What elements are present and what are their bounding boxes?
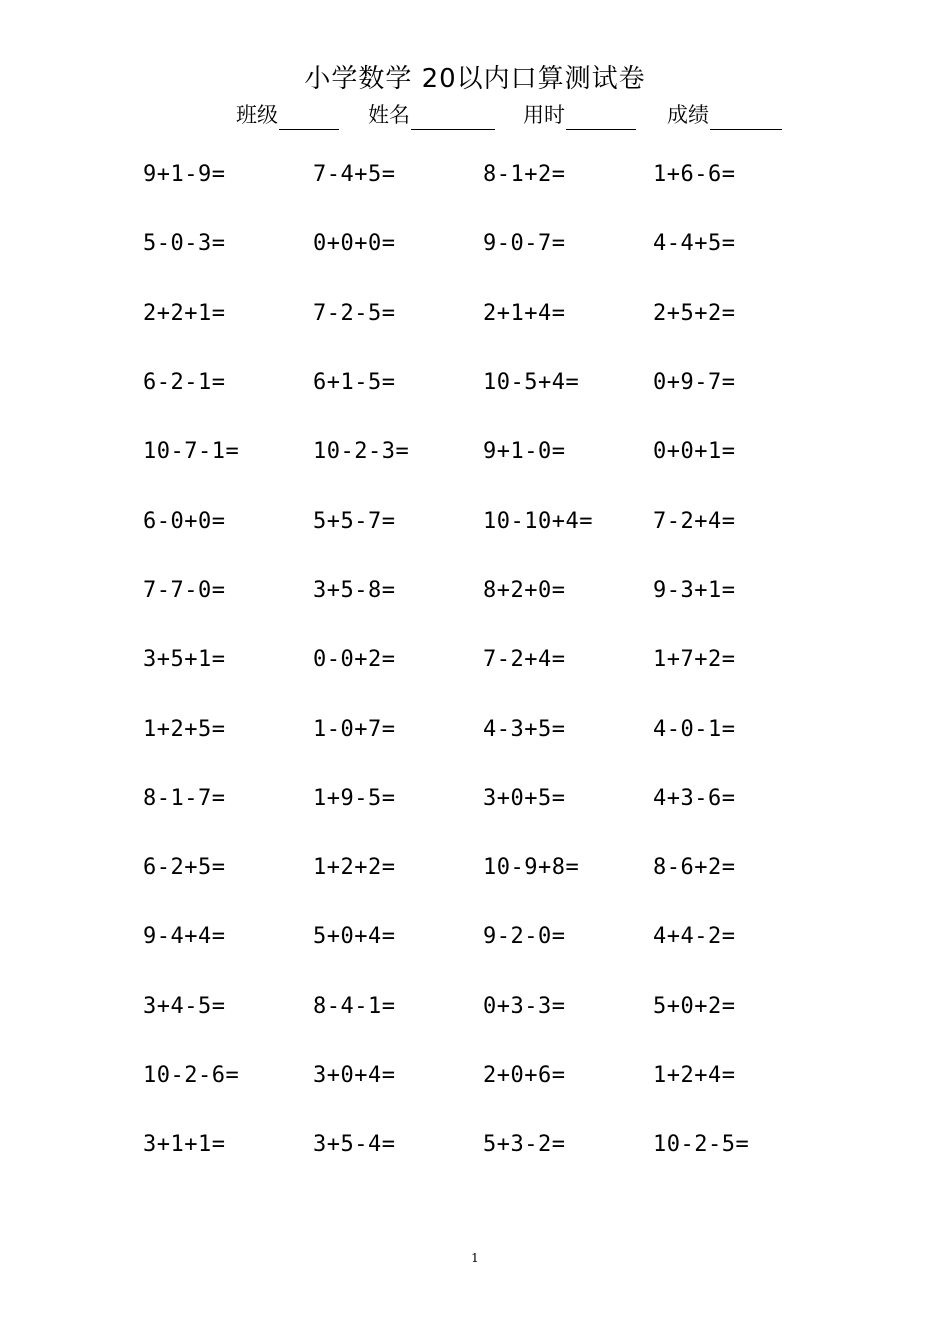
name-label: 姓名 bbox=[368, 103, 410, 127]
math-problem: 8+2+0= bbox=[483, 577, 566, 603]
math-problem: 1+2+2= bbox=[313, 855, 396, 881]
math-problem: 6-2+5= bbox=[143, 855, 226, 881]
math-problem: 1+2+5= bbox=[143, 716, 226, 742]
math-problem: 1+7+2= bbox=[653, 647, 736, 673]
class-blank[interactable] bbox=[279, 103, 339, 130]
score-label: 成绩 bbox=[667, 103, 709, 127]
math-problem: 0+0+0= bbox=[313, 231, 396, 257]
class-label: 班级 bbox=[236, 103, 278, 127]
time-label: 用时 bbox=[523, 103, 565, 127]
math-problem: 5+5-7= bbox=[313, 508, 396, 534]
math-problem: 9+1-0= bbox=[483, 439, 566, 465]
math-problem: 1+2+4= bbox=[653, 1063, 736, 1088]
math-problem: 10-2-3= bbox=[313, 439, 410, 465]
math-problem: 0-0+2= bbox=[313, 647, 396, 673]
class-field[interactable] bbox=[236, 100, 339, 130]
math-problem: 3+0+4= bbox=[313, 1063, 396, 1088]
math-problem: 0+9-7= bbox=[653, 370, 736, 396]
math-problem: 7-7-0= bbox=[143, 577, 226, 603]
math-problem: 5-0-3= bbox=[143, 231, 226, 257]
math-problem: 7-2-5= bbox=[313, 300, 396, 326]
math-problem: 4-0-1= bbox=[653, 716, 736, 742]
problem-grid bbox=[143, 140, 843, 1179]
problem-row bbox=[143, 764, 843, 833]
math-problem: 5+0+2= bbox=[653, 993, 736, 1019]
math-problem: 9+1-9= bbox=[143, 162, 226, 188]
math-problem: 9-0-7= bbox=[483, 231, 566, 257]
math-problem: 6+1-5= bbox=[313, 370, 396, 396]
math-problem: 8-1-7= bbox=[143, 785, 226, 811]
problem-row bbox=[143, 1110, 843, 1179]
math-problem: 2+5+2= bbox=[653, 300, 736, 326]
score-field[interactable] bbox=[667, 100, 782, 130]
math-problem: 3+0+5= bbox=[483, 785, 566, 811]
problem-row bbox=[143, 902, 843, 971]
math-problem: 8-6+2= bbox=[653, 855, 736, 881]
math-problem: 10-5+4= bbox=[483, 370, 580, 396]
math-problem: 3+5-4= bbox=[313, 1132, 396, 1158]
student-info-row bbox=[0, 100, 950, 134]
math-problem: 2+1+4= bbox=[483, 300, 566, 326]
score-blank[interactable] bbox=[710, 103, 782, 130]
name-blank[interactable] bbox=[411, 103, 495, 130]
math-problem: 8-4-1= bbox=[313, 993, 396, 1019]
problem-row bbox=[143, 209, 843, 278]
math-problem: 10-2-6= bbox=[143, 1063, 240, 1088]
problem-row bbox=[143, 279, 843, 348]
math-problem: 8-1+2= bbox=[483, 162, 566, 188]
problem-row bbox=[143, 972, 843, 1041]
problem-row bbox=[143, 833, 843, 902]
math-problem: 3+5-8= bbox=[313, 577, 396, 603]
math-problem: 3+5+1= bbox=[143, 647, 226, 673]
math-problem: 4-4+5= bbox=[653, 231, 736, 257]
time-field[interactable] bbox=[523, 100, 636, 130]
math-problem: 4-3+5= bbox=[483, 716, 566, 742]
math-problem: 6-2-1= bbox=[143, 370, 226, 396]
math-problem: 0+3-3= bbox=[483, 993, 566, 1019]
problem-row bbox=[143, 625, 843, 694]
problem-row bbox=[143, 486, 843, 555]
time-blank[interactable] bbox=[566, 103, 636, 130]
math-problem: 10-10+4= bbox=[483, 508, 593, 534]
math-problem: 9-2-0= bbox=[483, 924, 566, 950]
page-number: 1 bbox=[471, 1251, 479, 1265]
math-problem: 7-2+4= bbox=[483, 647, 566, 673]
page-title: 小学数学 20以内口算测试卷 bbox=[304, 64, 646, 94]
problem-row bbox=[143, 1041, 843, 1110]
math-problem: 9-4+4= bbox=[143, 924, 226, 950]
problem-row bbox=[143, 556, 843, 625]
problem-row bbox=[143, 417, 843, 486]
math-problem: 7-4+5= bbox=[313, 162, 396, 188]
problem-row bbox=[143, 694, 843, 763]
math-problem: 1+9-5= bbox=[313, 785, 396, 811]
math-problem: 10-2-5= bbox=[653, 1132, 750, 1158]
math-problem: 10-7-1= bbox=[143, 439, 240, 465]
math-problem: 1-0+7= bbox=[313, 716, 396, 742]
math-problem: 9-3+1= bbox=[653, 577, 736, 603]
math-problem: 3+1+1= bbox=[143, 1132, 226, 1158]
math-problem: 2+0+6= bbox=[483, 1063, 566, 1088]
problem-row bbox=[143, 348, 843, 417]
math-problem: 2+2+1= bbox=[143, 300, 226, 326]
math-problem: 4+3-6= bbox=[653, 785, 736, 811]
math-problem: 7-2+4= bbox=[653, 508, 736, 534]
problem-row bbox=[143, 140, 843, 209]
math-problem: 10-9+8= bbox=[483, 855, 580, 881]
math-problem: 1+6-6= bbox=[653, 162, 736, 188]
math-problem: 4+4-2= bbox=[653, 924, 736, 950]
math-problem: 5+0+4= bbox=[313, 924, 396, 950]
name-field[interactable] bbox=[368, 100, 495, 130]
math-problem: 3+4-5= bbox=[143, 993, 226, 1019]
math-problem: 0+0+1= bbox=[653, 439, 736, 465]
math-problem: 5+3-2= bbox=[483, 1132, 566, 1158]
math-problem: 6-0+0= bbox=[143, 508, 226, 534]
